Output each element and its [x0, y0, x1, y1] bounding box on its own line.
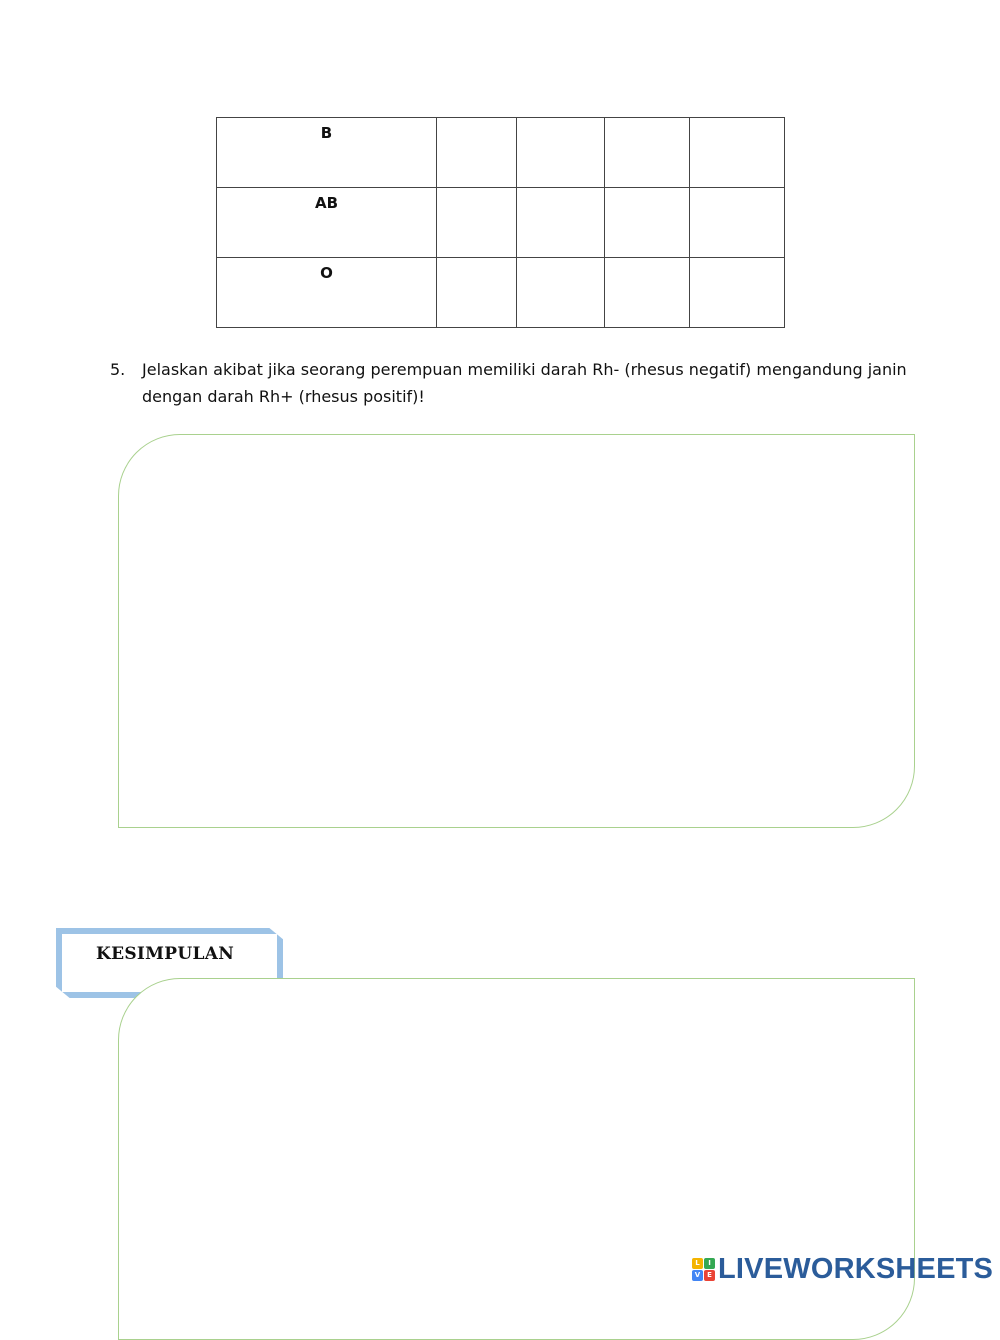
table-row [217, 258, 785, 328]
answer-cell[interactable] [517, 118, 605, 188]
answer-cell[interactable] [437, 258, 517, 328]
answer-cell[interactable] [605, 118, 690, 188]
answer-cell[interactable] [605, 188, 690, 258]
table-row [217, 188, 785, 258]
logo-letter-e: E [704, 1270, 715, 1281]
answer-cell[interactable] [690, 188, 785, 258]
conclusion-label: KESIMPULAN [96, 944, 235, 964]
answer-cell[interactable] [437, 188, 517, 258]
logo-grid-icon [692, 1258, 715, 1281]
question-number: 5. [110, 360, 126, 379]
blood-type-table [216, 117, 785, 328]
answer-cell[interactable] [517, 258, 605, 328]
answer-cell[interactable] [690, 258, 785, 328]
logo-letter-i: I [704, 1258, 715, 1269]
logo-letter-v: V [692, 1270, 703, 1281]
blood-type-label: AB [217, 188, 437, 258]
answer-box-question-5[interactable] [118, 434, 915, 828]
answer-cell[interactable] [437, 118, 517, 188]
blood-type-label: B [217, 118, 437, 188]
answer-cell[interactable] [517, 188, 605, 258]
blood-type-label: O [217, 258, 437, 328]
answer-cell[interactable] [690, 118, 785, 188]
table-row [217, 118, 785, 188]
question-5 [110, 356, 910, 410]
logo-letter-l: L [692, 1258, 703, 1269]
logo-text: LIVEWORKSHEETS [718, 1252, 994, 1285]
liveworksheets-logo [692, 1252, 993, 1286]
question-text: Jelaskan akibat jika seorang perempuan memiliki darah Rh- (rhesus negatif) mengandung janin dengan darah Rh+ (rhesus positif)! [142, 360, 907, 406]
answer-cell[interactable] [605, 258, 690, 328]
